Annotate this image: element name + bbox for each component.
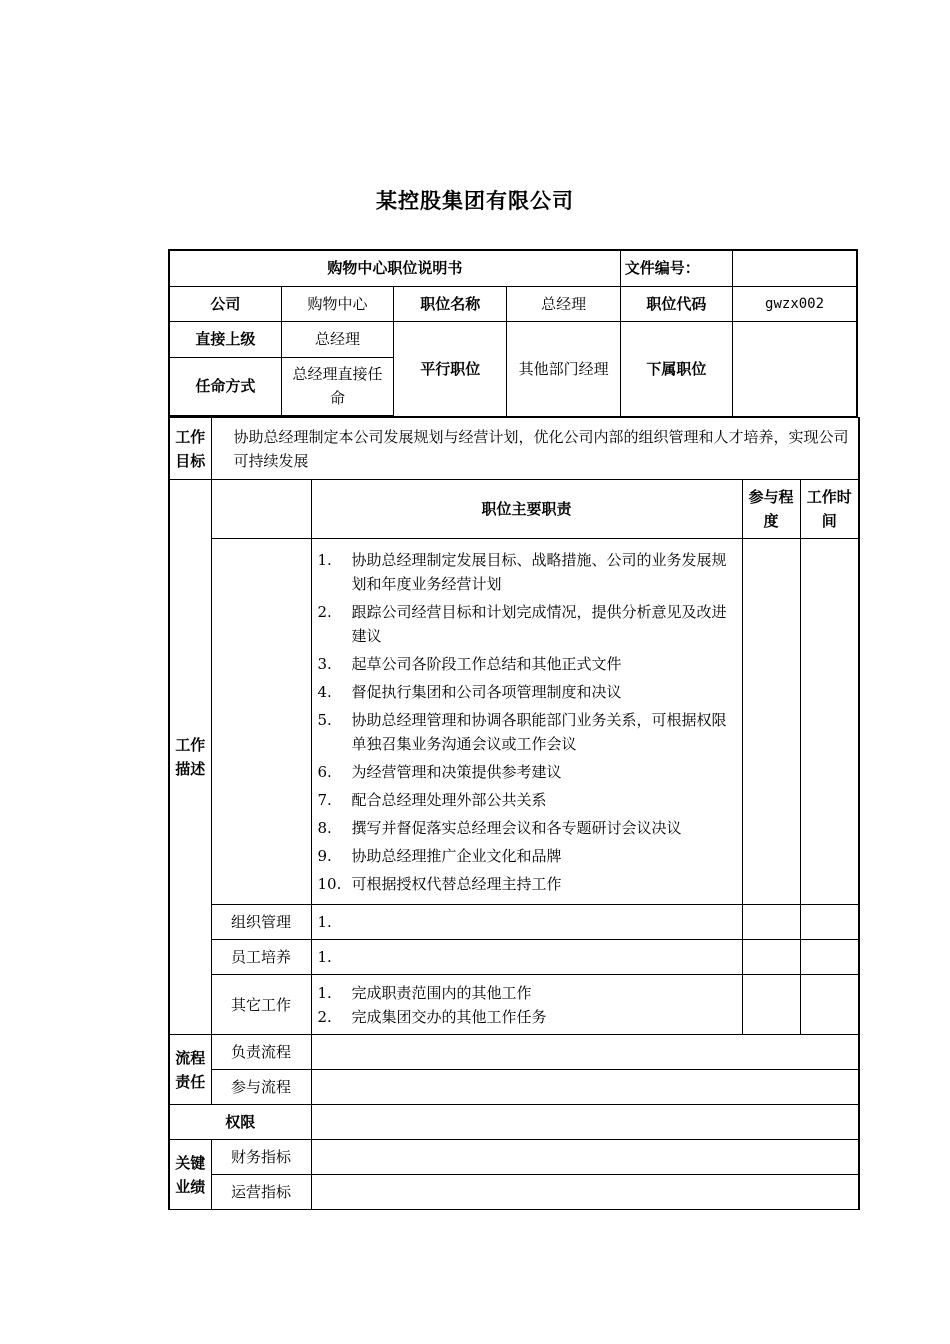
train-label: 员工培养 <box>211 940 311 975</box>
finance-kpi-value <box>311 1140 859 1175</box>
process-label: 流程责任 <box>169 1035 211 1105</box>
company-value: 购物中心 <box>281 286 393 321</box>
position-code-value: gwzx002 <box>733 286 857 321</box>
appoint-value: 总经理直接任命 <box>281 357 393 416</box>
subordinate-label: 下属职位 <box>620 321 732 416</box>
main-duties-cell <box>311 539 742 905</box>
document-title: 某控股集团有限公司 <box>376 189 574 213</box>
duty-item: 8. 撰写并督促落实总经理会议和各专题研讨会议决议 <box>317 818 682 837</box>
job-description-form <box>168 249 858 1210</box>
train-item: 1. <box>311 940 742 975</box>
duty-item: 5. 协助总经理管理和协调各职能部门业务关系，可根据权限单独召集业务沟通会议或工作会议 <box>317 710 727 753</box>
other-items-list <box>318 981 738 1029</box>
org-item: 1. <box>311 905 742 940</box>
degree-cell <box>742 940 800 975</box>
degree-cell <box>742 975 800 1035</box>
main-duty-category <box>211 539 311 905</box>
parallel-label: 平行职位 <box>394 321 507 416</box>
duty-item: 10. 可根据授权代替总经理主持工作 <box>317 874 562 893</box>
finance-kpi-label: 财务指标 <box>211 1140 311 1175</box>
doc-name: 购物中心职位说明书 <box>169 250 620 286</box>
time-cell <box>800 539 859 905</box>
participate-process-label: 参与流程 <box>211 1070 311 1105</box>
participate-process-value <box>311 1070 859 1105</box>
operation-kpi-value <box>311 1175 859 1210</box>
work-label: 工作描述 <box>169 480 211 1035</box>
other-item: 1. 完成职责范围内的其他工作 <box>317 983 532 1002</box>
goal-text: 协助总经理制定本公司发展规划与经营计划，优化公司内部的组织管理和人才培养，实现公司可持续发展 <box>211 418 859 480</box>
subordinate-value <box>733 321 857 416</box>
file-no-value <box>733 250 857 286</box>
duty-item: 9. 协助总经理推广企业文化和品牌 <box>317 846 562 865</box>
time-cell <box>800 905 859 940</box>
authority-value <box>311 1105 859 1140</box>
duty-item: 2. 跟踪公司经营目标和计划完成情况，提供分析意见及改进建议 <box>317 602 727 645</box>
appoint-label: 任命方式 <box>169 357 281 416</box>
kpi-label: 关键业绩 <box>169 1140 211 1210</box>
position-code-label: 职位代码 <box>620 286 732 321</box>
authority-label: 权限 <box>169 1105 311 1140</box>
time-cell <box>800 940 859 975</box>
time-column-header: 工作时间 <box>800 480 859 539</box>
description-table <box>168 417 860 1210</box>
duty-item: 7. 配合总经理处理外部公共关系 <box>317 790 547 809</box>
org-label: 组织管理 <box>211 905 311 940</box>
position-name-label: 职位名称 <box>394 286 507 321</box>
lead-process-label: 负责流程 <box>211 1035 311 1070</box>
header-blank-cell <box>211 480 311 539</box>
superior-value: 总经理 <box>281 321 393 357</box>
other-label: 其它工作 <box>211 975 311 1035</box>
parallel-value: 其他部门经理 <box>507 321 620 416</box>
other-items-cell <box>311 975 742 1035</box>
other-item: 2. 完成集团交办的其他工作任务 <box>317 1007 547 1026</box>
main-duties-list <box>318 548 738 896</box>
degree-column-header: 参与程度 <box>742 480 800 539</box>
lead-process-value <box>311 1035 859 1070</box>
info-table <box>168 249 858 417</box>
company-label: 公司 <box>169 286 281 321</box>
operation-kpi-label: 运营指标 <box>211 1175 311 1210</box>
degree-cell <box>742 905 800 940</box>
duty-column-header: 职位主要职责 <box>311 480 742 539</box>
duty-item: 3. 起草公司各阶段工作总结和其他正式文件 <box>317 654 622 673</box>
superior-label: 直接上级 <box>169 321 281 357</box>
duty-item: 1. 协助总经理制定发展目标、战略措施、公司的业务发展规划和年度业务经营计划 <box>317 550 727 593</box>
goal-label: 工作目标 <box>169 418 211 480</box>
duty-item: 6. 为经营管理和决策提供参考建议 <box>317 762 562 781</box>
file-no-label: 文件编号： <box>620 250 732 286</box>
time-cell <box>800 975 859 1035</box>
position-name-value: 总经理 <box>507 286 620 321</box>
degree-cell <box>742 539 800 905</box>
duty-item: 4. 督促执行集团和公司各项管理制度和决议 <box>317 682 622 701</box>
